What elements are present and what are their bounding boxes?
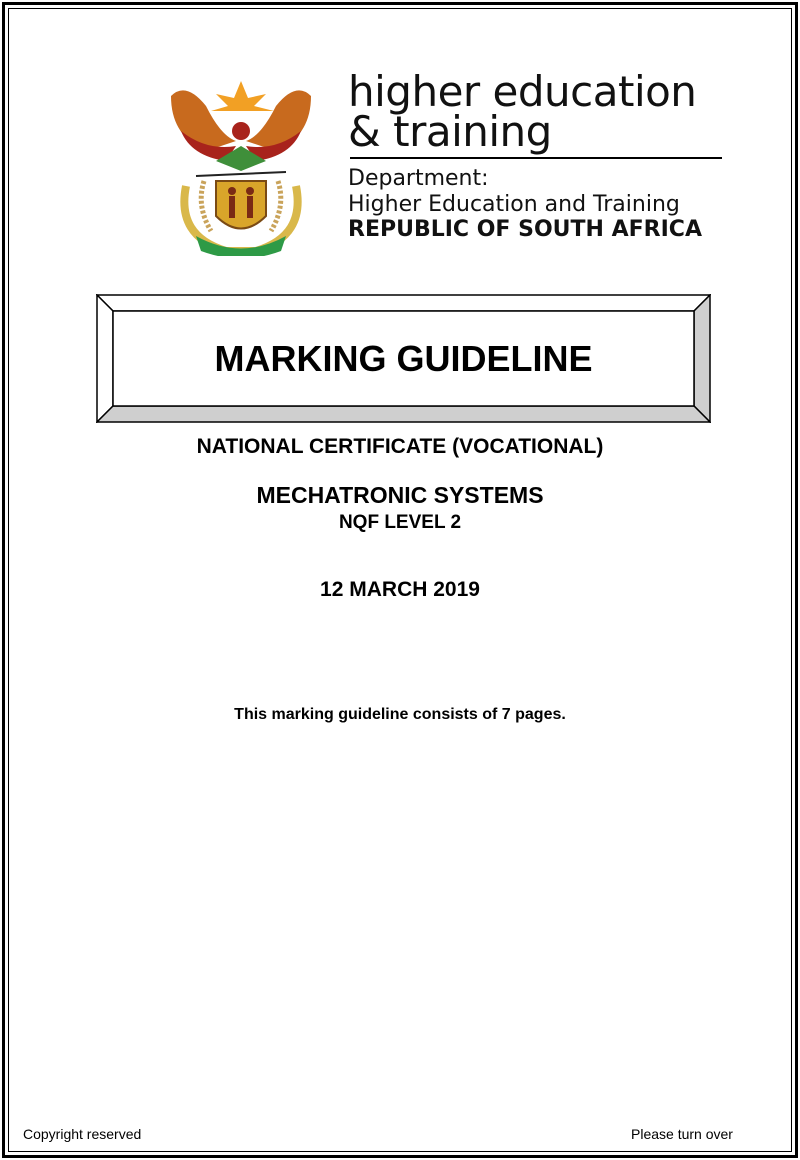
document-title: MARKING GUIDELINE: [214, 337, 593, 379]
nqf-level: NQF LEVEL 2: [338, 512, 462, 533]
brand-line-2: & training: [348, 107, 552, 156]
coat-of-arms-logo: [166, 76, 316, 256]
brand-line-1: higher education: [348, 67, 697, 116]
qualification: NATIONAL CERTIFICATE (VOCATIONAL): [196, 435, 604, 458]
brand-divider: [350, 157, 722, 159]
department-name: Higher Education and Training: [348, 192, 680, 217]
country-name: REPUBLIC OF SOUTH AFRICA: [348, 217, 702, 242]
subject: MECHATRONIC SYSTEMS: [256, 482, 544, 508]
footer-turn-over: Please turn over: [631, 1126, 733, 1142]
pages-note: This marking guideline consists of 7 pages.: [234, 706, 566, 723]
footer-copyright: Copyright reserved: [23, 1126, 142, 1142]
exam-date: 12 MARCH 2019: [320, 578, 480, 601]
department-label: Department:: [348, 166, 489, 191]
